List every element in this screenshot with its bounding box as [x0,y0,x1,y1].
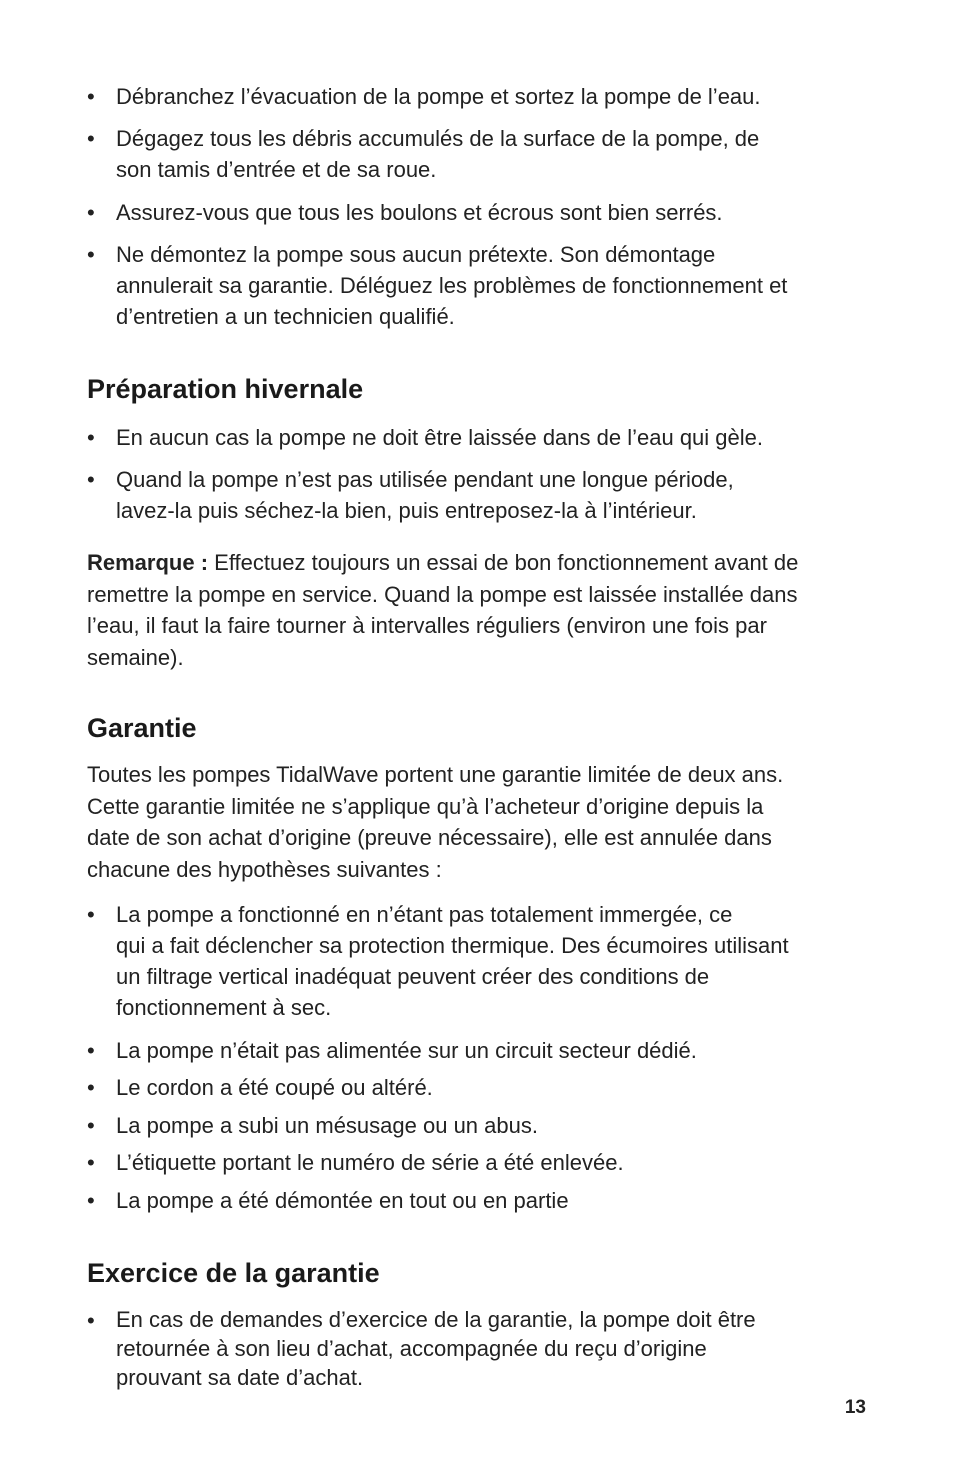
note-paragraph [87,547,877,673]
list-item-text: Ne démontez la pompe sous aucun prétexte. Son démontage annulerait sa garantie. Déléguez les problèmes de fonctionnement et d’entretien a un technicien qualifié. [116,242,788,329]
list-item [87,899,877,1023]
list-item-text: Dégagez tous les débris accumulés de la surface de la pompe, de son tamis d’entrée et de sa roue. [116,126,760,182]
list-item-text: La pompe n’était pas alimentée sur un circuit secteur dédié. [116,1038,697,1063]
list-item-text: La pompe a subi un mésusage ou un abus. [116,1113,538,1138]
list-item-text: La pompe a été démontée en tout ou en partie [116,1188,569,1213]
list-item [87,1110,877,1141]
list-item [87,1185,877,1216]
bullet-icon: • [87,1038,95,1063]
bullet-icon: • [87,1308,95,1333]
list-item [87,239,877,332]
list-item-text: L’étiquette portant le numéro de série a été enlevée. [116,1150,624,1175]
bullet-icon: • [87,84,95,109]
bullet-icon: • [87,425,95,450]
bullet-icon: • [87,242,95,267]
list-item [87,422,877,453]
bullet-icon: • [87,1150,95,1175]
list-item [87,123,877,185]
list-item [87,1305,877,1392]
bullet-icon: • [87,467,95,492]
note-text: Effectuez toujours un essai de bon fonctionnement avant de remettre la pompe en service. Quand la pompe est laissée installée dans l’eau, il faut la faire tourner à intervalles réguliers (environ une fois par semaine). [87,550,799,670]
note-label: Remarque : [87,550,209,575]
list-item-text: La pompe a fonctionné en n’étant pas totalement immergée, ce qui a fait déclencher sa protection thermique. Des écumoires utilisant un filtrage vertical inadéquat peuvent créer des conditions de fonctionnement à sec. [116,902,789,1020]
page-number: 13 [844,1397,866,1418]
list-item [87,197,877,228]
list-item-text: En aucun cas la pompe ne doit être laissée dans de l’eau qui gèle. [116,425,763,450]
bullet-icon: • [87,200,95,225]
section-heading-warranty: Garantie [87,713,197,743]
bullet-icon: • [87,126,95,151]
list-item-text: En cas de demandes d’exercice de la garantie, la pompe doit être retournée à son lieu d’achat, accompagnée du reçu d’origine prouvant sa date d’achat. [116,1307,756,1390]
bullet-icon: • [87,1113,95,1138]
warranty-paragraph: Toutes les pompes TidalWave portent une garantie limitée de deux ans. Cette garantie limitée ne s’applique qu’à l’acheteur d’origine depuis la date de son achat d’origine (preuve nécessaire), elle est annulée dans chacune des hypothèses suivantes : [87,762,784,882]
list-item [87,464,877,526]
list-item [87,1147,877,1178]
section-heading-winter: Préparation hivernale [87,374,364,404]
bullet-icon: • [87,1075,95,1100]
list-item-text: Le cordon a été coupé ou altéré. [116,1075,433,1100]
list-item [87,81,877,112]
section-heading-claim: Exercice de la garantie [87,1258,380,1288]
list-item [87,1072,877,1103]
list-item-text: Débranchez l’évacuation de la pompe et sortez la pompe de l’eau. [116,84,761,109]
bullet-icon: • [87,902,95,927]
bullet-icon: • [87,1188,95,1213]
list-item [87,1035,877,1066]
list-item-text: Quand la pompe n’est pas utilisée pendant une longue période, lavez-la puis séchez-la bien, puis entreposez-la à l’intérieur. [116,467,734,523]
list-item-text: Assurez-vous que tous les boulons et écrous sont bien serrés. [116,200,723,225]
